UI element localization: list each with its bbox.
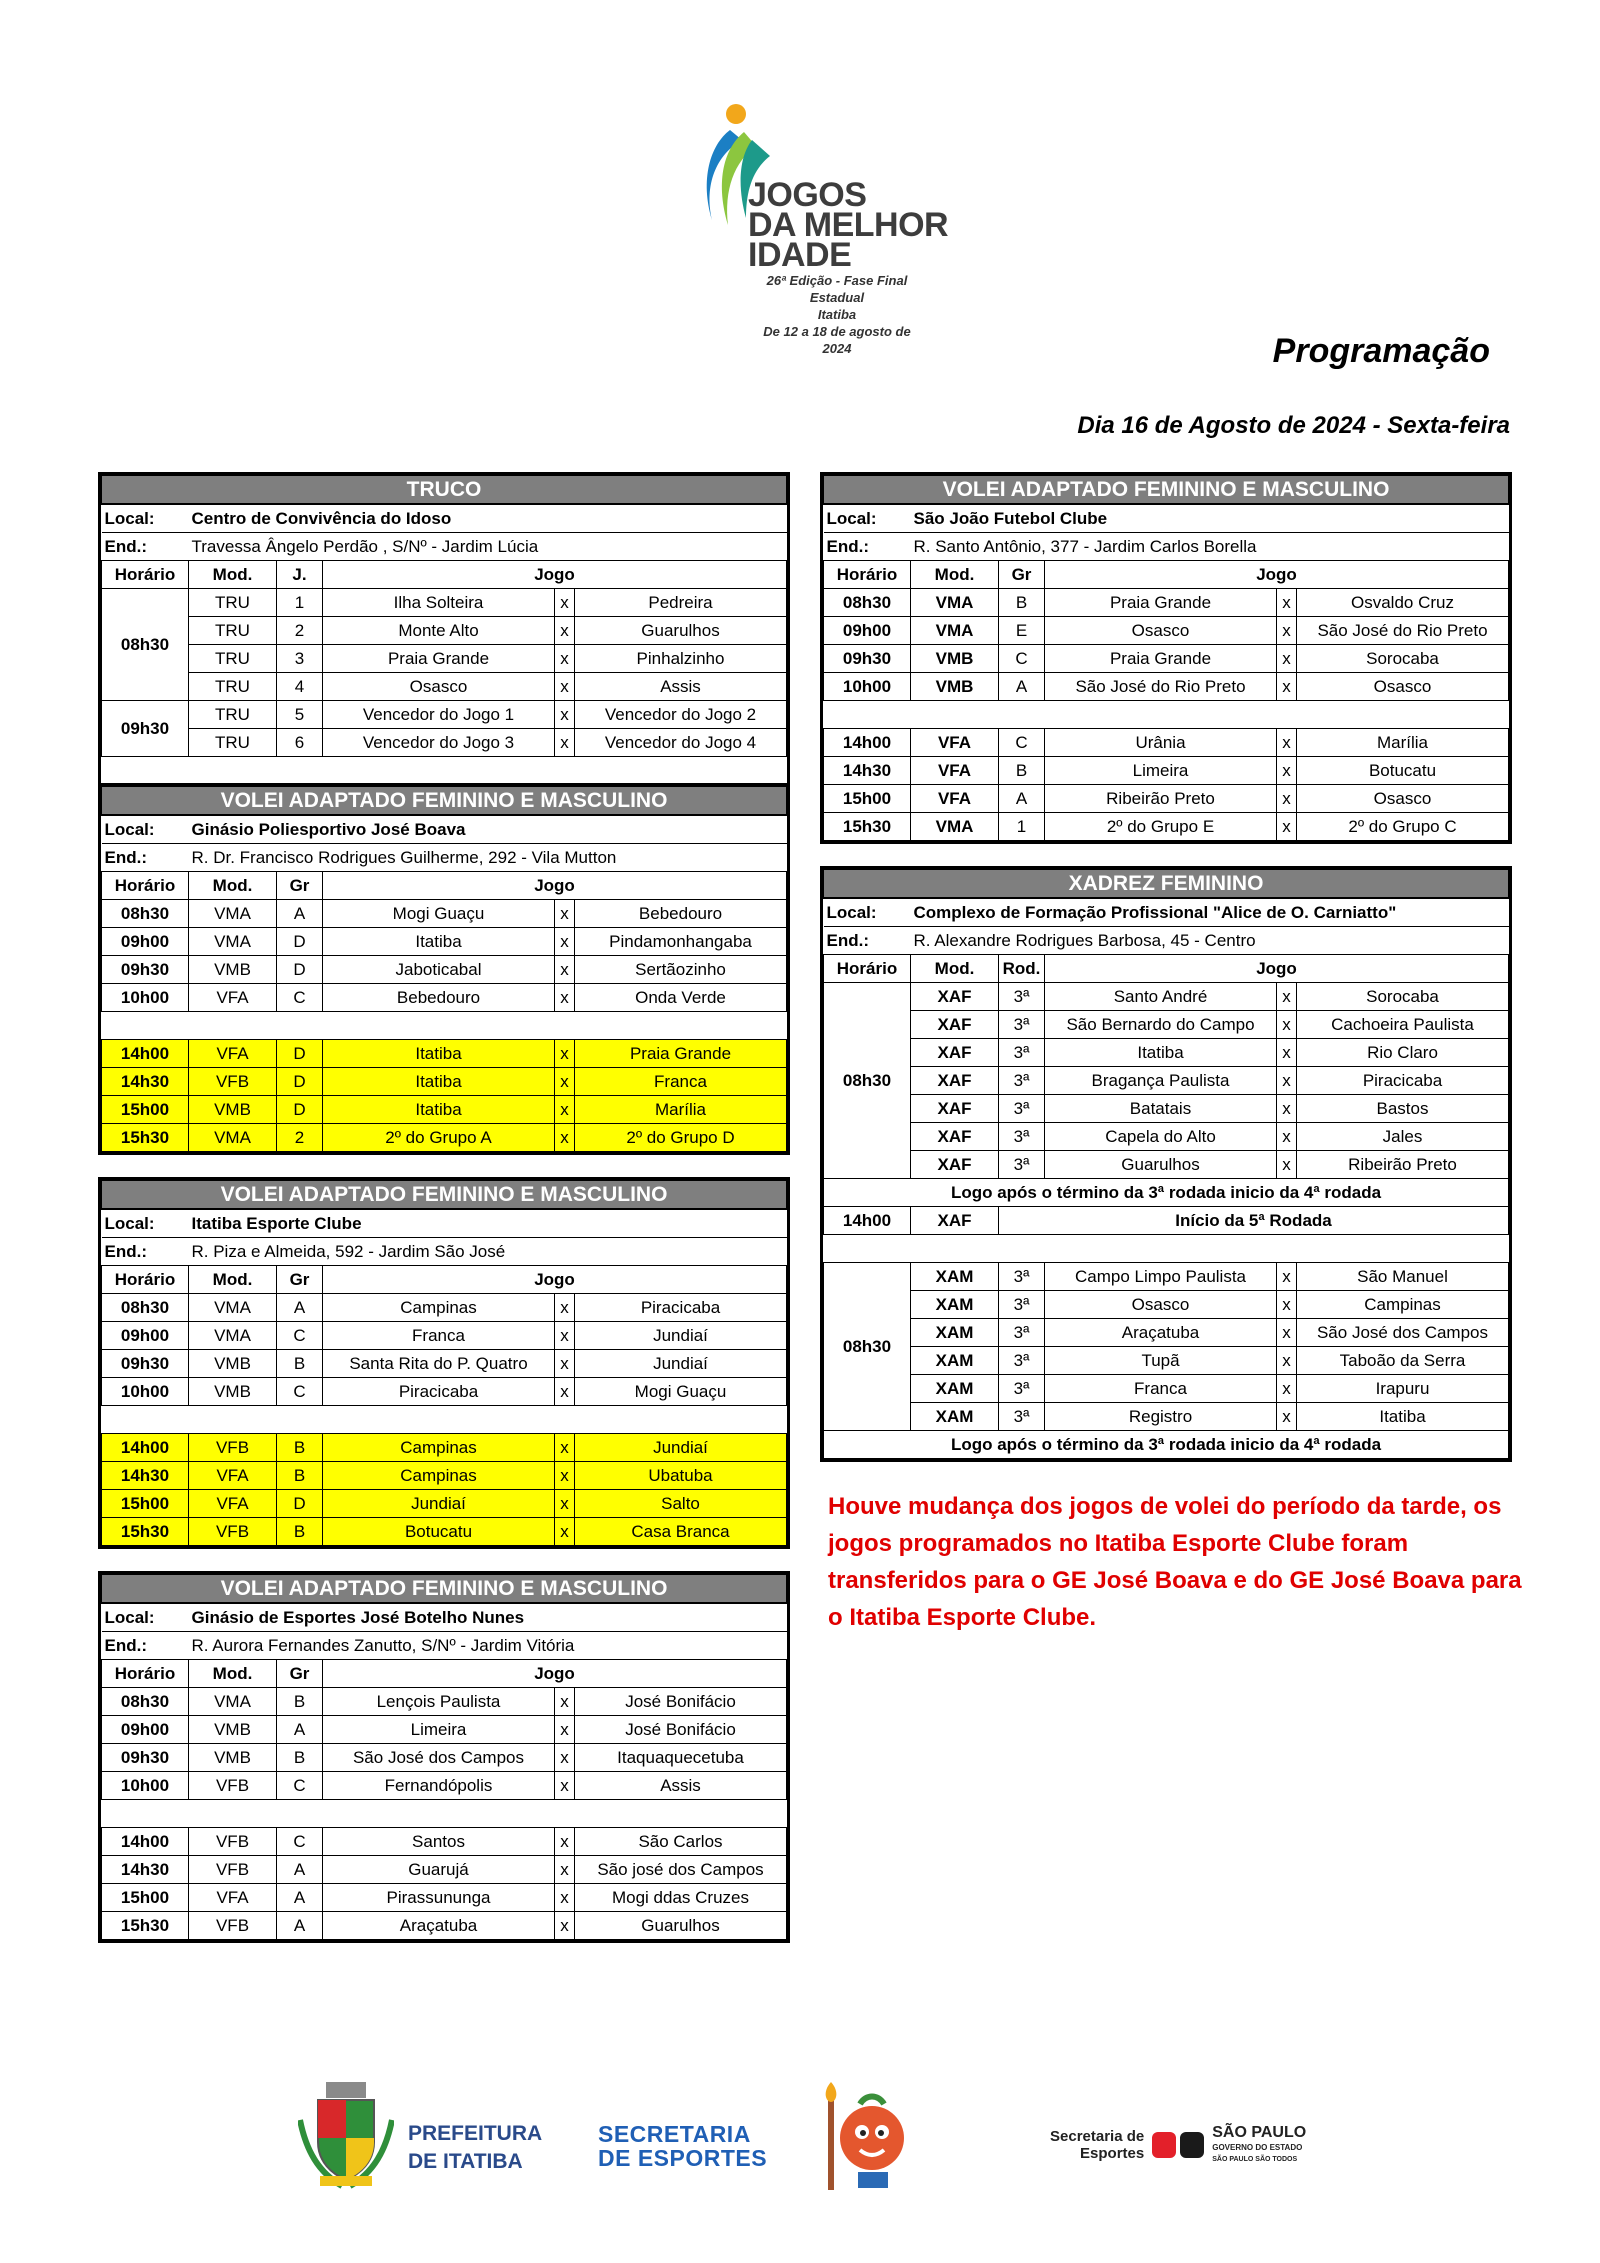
table-row: 14h30 VFA B Campinas x Ubatuba bbox=[102, 1462, 787, 1490]
table-row: XAF 3ª Bragança Paulista x Piracicaba bbox=[824, 1067, 1509, 1095]
local-label: Local: bbox=[102, 1603, 189, 1632]
table-row: 09h00 VMA E Osasco x São José do Rio Preto bbox=[824, 617, 1509, 645]
table-row: 14h30 VFB D Itatiba x Franca bbox=[102, 1068, 787, 1096]
table-row: XAM 3ª Registro x Itatiba bbox=[824, 1403, 1509, 1431]
table-row: 15h30 VMA 2 2º do Grupo A x 2º do Grupo D bbox=[102, 1124, 787, 1152]
table-row: XAM 3ª Araçatuba x São José dos Campos bbox=[824, 1319, 1509, 1347]
venue-address: Travessa Ângelo Perdão , S/Nº - Jardim Lúcia bbox=[189, 533, 787, 561]
table-row: 09h30 VMB D Jaboticabal x Sertãozinho bbox=[102, 956, 787, 984]
page-title: Programação bbox=[1272, 332, 1490, 370]
sp-logo-icon bbox=[1152, 2128, 1206, 2162]
col-header: Mod. bbox=[189, 561, 277, 589]
col-header: Horário bbox=[102, 561, 189, 589]
table-row: 15h30 VFB A Araçatuba x Guarulhos bbox=[102, 1912, 787, 1940]
col-header: Jogo bbox=[1045, 955, 1509, 983]
col-header: Horário bbox=[102, 1266, 189, 1294]
table-row: 09h30 TRU 5 Vencedor do Jogo 1 x Vencedor do Jogo 2 bbox=[102, 701, 787, 729]
prefeitura-logo-text: PREFEITURA DE ITATIBA bbox=[408, 2122, 543, 2173]
table-row: 08h30 VMA B Praia Grande x Osvaldo Cruz bbox=[824, 589, 1509, 617]
secretaria-logo-text: SECRETARIA DE ESPORTES bbox=[598, 2121, 768, 2171]
truco-table bbox=[98, 472, 790, 787]
table-row: XAF 3ª São Bernardo do Campo x Cachoeira Paulista bbox=[824, 1011, 1509, 1039]
venue-address: R. Santo Antônio, 377 - Jardim Carlos Borella bbox=[911, 533, 1509, 561]
col-header: Gr bbox=[277, 872, 323, 900]
col-header: Mod. bbox=[189, 1266, 277, 1294]
table-row: 14h00 VFB B Campinas x Jundiaí bbox=[102, 1434, 787, 1462]
table-row: 14h00 XAF Início da 5ª Rodada bbox=[824, 1207, 1509, 1235]
volei-saojoao-table bbox=[820, 472, 1512, 844]
table-row: 09h30 VMB B São José dos Campos x Itaquaquecetuba bbox=[102, 1744, 787, 1772]
col-header: Mod. bbox=[911, 955, 999, 983]
table-row: 08h30 TRU 1 Ilha Solteira x Pedreira bbox=[102, 589, 787, 617]
address-label: End.: bbox=[102, 1632, 189, 1660]
table-row: 15h30 VFB B Botucatu x Casa Branca bbox=[102, 1518, 787, 1546]
table-row: 10h00 VFA C Bebedouro x Onda Verde bbox=[102, 984, 787, 1012]
col-header: Mod. bbox=[189, 872, 277, 900]
footer-logos bbox=[0, 2080, 1600, 2190]
col-header: Jogo bbox=[323, 872, 787, 900]
table-row: 09h30 VMB C Praia Grande x Sorocaba bbox=[824, 645, 1509, 673]
volei-botelho-table bbox=[98, 1571, 790, 1943]
venue-name: Ginásio Poliesportivo José Boava bbox=[189, 815, 787, 844]
venue-name: Ginásio de Esportes José Botelho Nunes bbox=[189, 1603, 787, 1632]
table-title: TRUCO bbox=[102, 476, 787, 505]
col-header: Gr bbox=[277, 1660, 323, 1688]
col-header: Horário bbox=[824, 955, 911, 983]
local-label: Local: bbox=[102, 1209, 189, 1238]
table-row: 15h00 VFA A Pirassununga x Mogi ddas Cruzes bbox=[102, 1884, 787, 1912]
address-label: End.: bbox=[824, 927, 911, 955]
table-row: 14h30 VFB A Guarujá x São josé dos Campos bbox=[102, 1856, 787, 1884]
mascot-icon bbox=[800, 2080, 930, 2192]
table-row: 09h00 VMA D Itatiba x Pindamonhangaba bbox=[102, 928, 787, 956]
col-header: Horário bbox=[824, 561, 911, 589]
col-header: Horário bbox=[102, 872, 189, 900]
xadrez-table bbox=[820, 866, 1512, 1462]
col-header: Gr bbox=[999, 561, 1045, 589]
venue-name: Complexo de Formação Profissional "Alice de O. Carniatto" bbox=[911, 898, 1509, 927]
logo-title: JOGOS DA MELHOR IDADE bbox=[748, 176, 949, 274]
venue-name: Itatiba Esporte Clube bbox=[189, 1209, 787, 1238]
table-row: TRU 3 Praia Grande x Pinhalzinho bbox=[102, 645, 787, 673]
address-label: End.: bbox=[102, 1238, 189, 1266]
table-row: 08h30 XAF 3ª Santo André x Sorocaba bbox=[824, 983, 1509, 1011]
volei-iec-table bbox=[98, 1177, 790, 1549]
table-row: 08h30 XAM 3ª Campo Limpo Paulista x São Manuel bbox=[824, 1263, 1509, 1291]
round-note: Logo após o término da 3ª rodada inicio da 4ª rodada bbox=[824, 1431, 1509, 1459]
schedule-change-notice: Houve mudança dos jogos de volei do período da tarde, os jogos programados no Itatiba Esporte Clube foram transferidos para o GE José Boava e do GE José Boava para o Itatiba Esporte Clube. bbox=[828, 1493, 1522, 1631]
local-label: Local: bbox=[824, 504, 911, 533]
volei-boava-table bbox=[98, 783, 790, 1155]
col-header: Horário bbox=[102, 1660, 189, 1688]
table-row: TRU 6 Vencedor do Jogo 3 x Vencedor do Jogo 4 bbox=[102, 729, 787, 757]
table-title: VOLEI ADAPTADO FEMININO E MASCULINO bbox=[102, 1181, 787, 1210]
table-row: 09h00 VMB A Limeira x José Bonifácio bbox=[102, 1716, 787, 1744]
table-row: XAM 3ª Franca x Irapuru bbox=[824, 1375, 1509, 1403]
round-note: Logo após o término da 3ª rodada inicio da 4ª rodada bbox=[824, 1179, 1509, 1207]
table-row: XAF 3ª Itatiba x Rio Claro bbox=[824, 1039, 1509, 1067]
table-row: XAM 3ª Tupã x Taboão da Serra bbox=[824, 1347, 1509, 1375]
col-header: Jogo bbox=[1045, 561, 1509, 589]
table-row: 09h30 VMB B Santa Rita do P. Quatro x Jundiaí bbox=[102, 1350, 787, 1378]
table-title: XADREZ FEMININO bbox=[824, 870, 1509, 899]
table-row: 10h00 VMB A São José do Rio Preto x Osasco bbox=[824, 673, 1509, 701]
table-row: 14h00 VFA C Urânia x Marília bbox=[824, 729, 1509, 757]
table-row: 10h00 VFB C Fernandópolis x Assis bbox=[102, 1772, 787, 1800]
table-row: 10h00 VMB C Piracicaba x Mogi Guaçu bbox=[102, 1378, 787, 1406]
table-row: XAM 3ª Osasco x Campinas bbox=[824, 1291, 1509, 1319]
event-logo bbox=[690, 100, 990, 356]
col-header: Rod. bbox=[999, 955, 1045, 983]
date-heading: Dia 16 de Agosto de 2024 - Sexta-feira bbox=[1077, 412, 1510, 439]
col-header: Jogo bbox=[323, 1266, 787, 1294]
table-row: 15h30 VMA 1 2º do Grupo E x 2º do Grupo C bbox=[824, 813, 1509, 841]
venue-address: R. Dr. Francisco Rodrigues Guilherme, 292 - Vila Mutton bbox=[189, 844, 787, 872]
address-label: End.: bbox=[102, 844, 189, 872]
sp-government-logo: Secretaria de Esportes SÃO PAULO GOVERNO DO ESTADO SÃO PAULO SÃO TODOS bbox=[1050, 2124, 1307, 2163]
local-label: Local: bbox=[824, 898, 911, 927]
local-label: Local: bbox=[102, 504, 189, 533]
table-row: 09h00 VMA C Franca x Jundiaí bbox=[102, 1322, 787, 1350]
table-row: 14h00 VFA D Itatiba x Praia Grande bbox=[102, 1040, 787, 1068]
table-row: XAF 3ª Batatais x Bastos bbox=[824, 1095, 1509, 1123]
table-row: 15h00 VMB D Itatiba x Marília bbox=[102, 1096, 787, 1124]
itatiba-crest-icon bbox=[298, 2080, 394, 2190]
table-title: VOLEI ADAPTADO FEMININO E MASCULINO bbox=[824, 476, 1509, 505]
table-row: TRU 4 Osasco x Assis bbox=[102, 673, 787, 701]
address-label: End.: bbox=[102, 533, 189, 561]
col-header: Gr bbox=[277, 1266, 323, 1294]
venue-address: R. Piza e Almeida, 592 - Jardim São José bbox=[189, 1238, 787, 1266]
table-row: 08h30 VMA A Campinas x Piracicaba bbox=[102, 1294, 787, 1322]
table-row: 08h30 VMA A Mogi Guaçu x Bebedouro bbox=[102, 900, 787, 928]
logo-subtitle: 26ª Edição - Fase Final Estadual Itatiba De 12 a 18 de agosto de 2024 bbox=[763, 273, 911, 356]
table-row: 14h00 VFB C Santos x São Carlos bbox=[102, 1828, 787, 1856]
col-header: Mod. bbox=[911, 561, 999, 589]
col-header: Jogo bbox=[323, 561, 787, 589]
table-row: 15h00 VFA D Jundiaí x Salto bbox=[102, 1490, 787, 1518]
table-row: 14h30 VFA B Limeira x Botucatu bbox=[824, 757, 1509, 785]
table-row: XAF 3ª Capela do Alto x Jales bbox=[824, 1123, 1509, 1151]
table-row: 15h00 VFA A Ribeirão Preto x Osasco bbox=[824, 785, 1509, 813]
address-label: End.: bbox=[824, 533, 911, 561]
venue-name: São João Futebol Clube bbox=[911, 504, 1509, 533]
venue-address: R. Alexandre Rodrigues Barbosa, 45 - Centro bbox=[911, 927, 1509, 955]
table-title: VOLEI ADAPTADO FEMININO E MASCULINO bbox=[102, 787, 787, 816]
local-label: Local: bbox=[102, 815, 189, 844]
venue-address: R. Aurora Fernandes Zanutto, S/Nº - Jardim Vitória bbox=[189, 1632, 787, 1660]
table-row: XAF 3ª Guarulhos x Ribeirão Preto bbox=[824, 1151, 1509, 1179]
venue-name: Centro de Convivência do Idoso bbox=[189, 504, 787, 533]
table-row: 08h30 VMA B Lençois Paulista x José Bonifácio bbox=[102, 1688, 787, 1716]
col-header: Mod. bbox=[189, 1660, 277, 1688]
table-row: TRU 2 Monte Alto x Guarulhos bbox=[102, 617, 787, 645]
col-header: J. bbox=[277, 561, 323, 589]
col-header: Jogo bbox=[323, 1660, 787, 1688]
table-title: VOLEI ADAPTADO FEMININO E MASCULINO bbox=[102, 1575, 787, 1604]
